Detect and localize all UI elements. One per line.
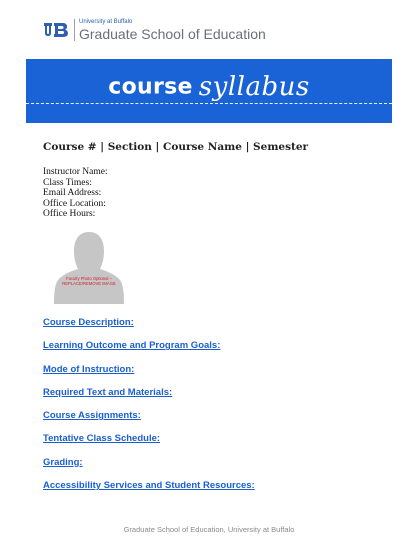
- course-heading: Course # | Section | Course Name | Semester: [43, 141, 309, 153]
- photo-caption-line1: Faculty Photo Optional –: [66, 276, 112, 281]
- person-silhouette-icon: [49, 228, 129, 304]
- section-mode-of-instruction[interactable]: Mode of Instruction:: [43, 363, 135, 375]
- faculty-photo-placeholder[interactable]: [49, 228, 129, 304]
- banner-title: [26, 72, 392, 102]
- course-syllabus-banner: [26, 59, 392, 123]
- banner-word-syllabus: syllabus: [198, 72, 310, 102]
- page-footer: Graduate School of Education, University at Buffalo: [123, 525, 295, 534]
- section-required-text[interactable]: Required Text and Materials:: [43, 386, 173, 398]
- section-course-description[interactable]: Course Description:: [43, 317, 134, 328]
- syllabus-sections: [43, 317, 255, 503]
- section-course-assignments[interactable]: Course Assignments:: [43, 410, 141, 422]
- logo-school-name: Graduate School of Education: [79, 26, 266, 42]
- email-address-label: Email Address:: [43, 188, 102, 199]
- logo-text: [79, 19, 266, 41]
- banner-word-course: course: [108, 74, 193, 100]
- photo-caption-line2: REPLACE/REMOVE IMAGE: [62, 281, 116, 286]
- banner-dashed-line: [26, 103, 392, 104]
- ub-gse-logo: [43, 19, 266, 41]
- section-class-schedule[interactable]: Tentative Class Schedule:: [43, 433, 161, 445]
- logo-university-name: University at Buffalo: [79, 19, 133, 25]
- office-hours-label: Office Hours:: [43, 209, 96, 220]
- section-learning-outcomes[interactable]: Learning Outcome and Program Goals:: [43, 340, 221, 352]
- section-grading[interactable]: Grading:: [43, 456, 83, 468]
- logo-divider: [74, 19, 75, 41]
- section-accessibility[interactable]: Accessibility Services and Student Resources:: [43, 480, 255, 492]
- class-times-label: Class Times:: [43, 177, 92, 188]
- instructor-name-label: Instructor Name:: [43, 167, 108, 177]
- ub-logo-icon: [43, 21, 69, 40]
- instructor-info: [43, 167, 108, 220]
- photo-caption: [49, 276, 129, 286]
- office-location-label: Office Location:: [43, 198, 106, 209]
